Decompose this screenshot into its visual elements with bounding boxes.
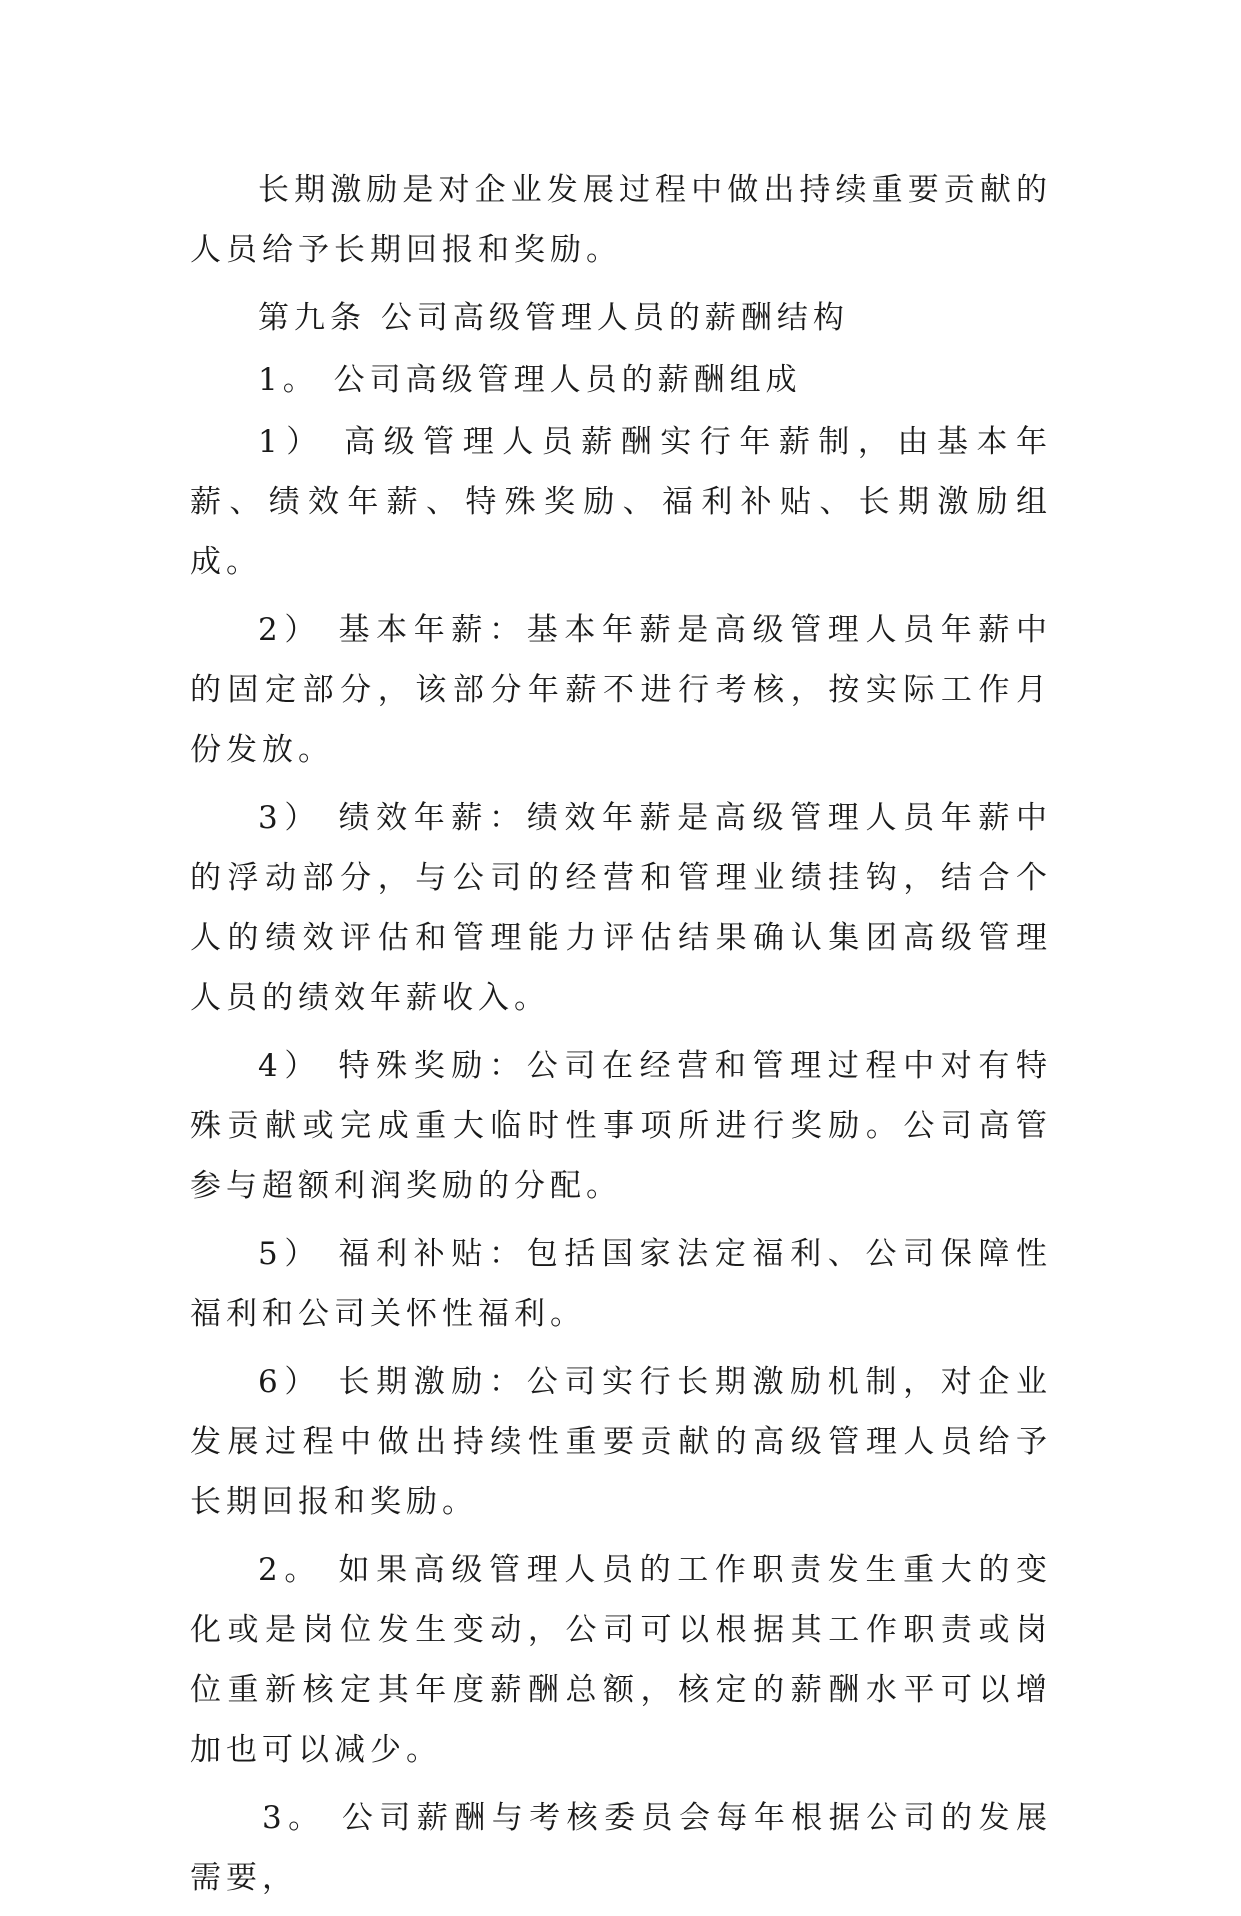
article-9-heading: 第九条 公司高级管理人员的薪酬结构 [258, 300, 849, 336]
item-6-long-term-incentive: 6） 长期激励：公司实行长期激励机制，对企业发展过程中做出持续性重要贡献的高级管理人员给予长期回报和奖励。 [190, 1364, 1052, 1520]
item-5-welfare-subsidy: 5） 福利补贴：包括国家法定福利、公司保障性福利和公司关怀性福利。 [190, 1236, 1052, 1332]
section-3-committee: 3。 公司薪酬与考核委员会每年根据公司的发展需要， [190, 1800, 1052, 1896]
item-1-annual-salary-system: 1） 高级管理人员薪酬实行年薪制，由基本年薪、绩效年薪、特殊奖励、福利补贴、长期激励组成。 [190, 424, 1052, 580]
item-3-performance-salary: 3） 绩效年薪：绩效年薪是高级管理人员年薪中的浮动部分，与公司的经营和管理业绩挂钩，结合个人的绩效评估和管理能力评估结果确认集团高级管理人员的绩效年薪收入。 [190, 800, 1052, 1016]
item-2-base-salary: 2） 基本年薪：基本年薪是高级管理人员年薪中的固定部分，该部分年薪不进行考核，按实际工作月份发放。 [190, 612, 1052, 768]
paragraph-long-term-incentive-definition: 长期激励是对企业发展过程中做出持续重要贡献的人员给予长期回报和奖励。 [190, 172, 1052, 268]
section-1-heading: 1。 公司高级管理人员的薪酬组成 [258, 362, 802, 398]
document-body [190, 160, 1052, 1916]
item-4-special-award: 4） 特殊奖励：公司在经营和管理过程中对有特殊贡献或完成重大临时性事项所进行奖励。公司高管参与超额利润奖励的分配。 [190, 1048, 1052, 1204]
section-2-duty-change: 2。 如果高级管理人员的工作职责发生重大的变化或是岗位发生变动，公司可以根据其工作职责或岗位重新核定其年度薪酬总额，核定的薪酬水平可以增加也可以减少。 [190, 1552, 1052, 1768]
